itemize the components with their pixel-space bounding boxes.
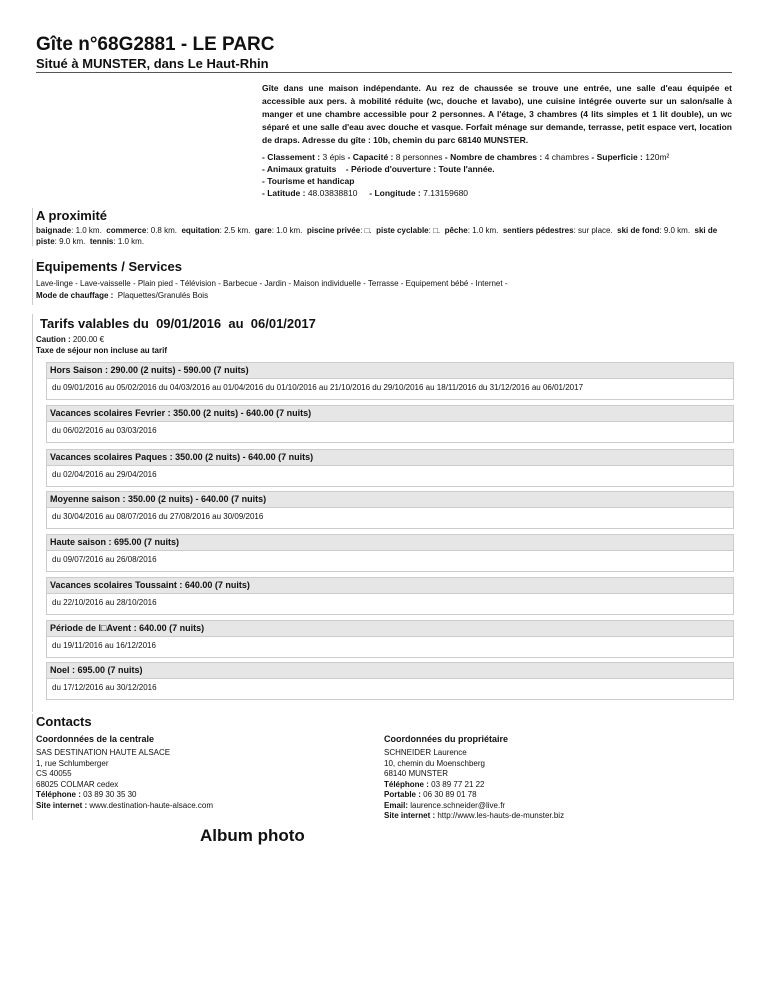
tarif-period [46, 491, 734, 529]
longitude-value: 7.13159680 [423, 188, 469, 198]
latitude-value: 48.03838810 [307, 188, 358, 198]
prox-label: piscine privée [306, 226, 361, 235]
header-divider [36, 72, 732, 73]
chauffage-value: Plaquettes/Granulés Bois [117, 291, 209, 300]
tarif-period [46, 662, 734, 700]
proprietaire-address1: 10, chemin du Moenschberg [384, 758, 485, 768]
section-rule [32, 714, 33, 820]
proprietaire-name: SCHNEIDER Laurence [384, 748, 467, 757]
page-title: Gîte n°68G2881 - LE PARC [36, 34, 275, 55]
proprietaire-email-label: Email: [384, 800, 409, 810]
tarif-period-title: Vacances scolaires Toussaint : 640.00 (7 nuits) [47, 578, 733, 594]
superficie-value: 120m² [645, 152, 670, 162]
section-rule [32, 314, 33, 712]
details-line-1 [262, 151, 732, 163]
proprietaire-portable-label: Portable : [384, 790, 421, 799]
centrale-site-link[interactable]: www.destination-haute-alsace.com [89, 800, 213, 810]
tarif-period-title: Haute saison : 695.00 (7 nuits) [47, 535, 733, 551]
prox-label: pêche [444, 226, 468, 235]
tarif-period-dates: du 22/10/2016 au 28/10/2016 [52, 598, 157, 607]
latitude-label: - Latitude : [262, 188, 306, 198]
chauffage-line [36, 291, 208, 300]
centrale-address3: 68025 COLMAR cedex [36, 779, 119, 789]
section-rule [32, 208, 33, 246]
tarif-period [46, 362, 734, 400]
capacite-label: - Capacité : [347, 152, 394, 162]
gite-description: Gîte dans une maison indépendante. Au rez de chaussée se trouve une entrée, une salle d'eau équipée et accessible aux pers. à mobilité réduite (wc, douche et lavabo), une cuisine intégrée ouverte sur un salon/salle à manger et une chambre accessible pour 2 personnes. A l'étage, 3 chambres (4 lits simples et 1 lit double), un wc séparé et une salle d'eau avec douche et vasque. Forfait ménage sur demande, terrasse, petit espace vert, location de draps. Adresse du gîte : 10b, chemin du parc 68140 MUNSTER. [262, 83, 732, 145]
prox-value: : 2.5 km. [219, 226, 251, 235]
tarif-period-dates: du 02/04/2016 au 29/04/2016 [52, 470, 157, 479]
prox-label: piste cyclable [376, 226, 429, 235]
tarif-period-title: Noel : 695.00 (7 nuits) [47, 663, 733, 679]
prox-value: : 9.0 km. [54, 237, 86, 246]
tarif-period-dates: du 06/02/2016 au 03/03/2016 [52, 426, 157, 435]
caution-label: Caution : [36, 335, 71, 344]
proprietaire-email-link[interactable]: laurence.schneider@live.fr [410, 800, 506, 810]
centrale-name: SAS DESTINATION HAUTE ALSACE [36, 748, 171, 757]
centrale-site-label: Site internet : [36, 800, 88, 810]
prox-label: sentiers pédestres [502, 226, 574, 235]
details-line-4 [262, 187, 732, 199]
tarif-period-dates: du 19/11/2016 au 16/12/2016 [52, 641, 156, 650]
centrale-contact [36, 748, 213, 811]
prox-label: gare [254, 226, 272, 235]
prox-label: commerce [106, 226, 147, 235]
tarif-period-dates: du 09/07/2016 au 26/08/2016 [52, 555, 157, 564]
proprietaire-tel-label: Téléphone : [384, 779, 429, 789]
centrale-address2: CS 40055 [36, 769, 72, 778]
tarif-period-title: Hors Saison : 290.00 (2 nuits) - 590.00 (7 nuits) [47, 363, 733, 379]
tarif-period [46, 534, 734, 572]
classement-value: 3 épis [322, 152, 346, 162]
equipements-list: Lave-linge - Lave-vaisselle - Plain pied - Télévision - Barbecue - Jardin - Maison individuelle - Terrasse - Equipement bébé - Internet - [36, 279, 508, 288]
prox-label: tennis [89, 237, 114, 246]
tarif-period-dates: du 30/04/2016 au 08/07/2016 du 27/08/2016 au 30/09/2016 [52, 512, 264, 521]
caution-value: 200.00 € [72, 335, 105, 344]
tarif-period [46, 405, 734, 443]
proprietaire-site-label: Site internet : [384, 811, 436, 820]
prox-label: baignade [36, 226, 72, 235]
prox-label: equitation [181, 226, 220, 235]
tarif-period-dates: du 09/01/2016 au 05/02/2016 du 04/03/2016 au 01/04/2016 du 01/10/2016 au 21/10/2016 du 29/10/2016 au 18/11/2016 du 31/12/2016 au 06/01/2017 [52, 383, 584, 392]
album-heading: Album photo [200, 826, 305, 845]
caution-block [36, 334, 167, 356]
prox-label: ski de piste [36, 226, 718, 246]
equipements-heading: Equipements / Services [36, 259, 182, 274]
prox-value: : 0.8 km. [146, 226, 177, 235]
centrale-title: Coordonnées de la centrale [36, 734, 155, 744]
gite-details [262, 151, 732, 199]
tarif-period-title: Vacances scolaires Fevrier : 350.00 (2 nuits) - 640.00 (7 nuits) [47, 406, 733, 422]
tarif-period [46, 577, 734, 615]
tarif-period-title: Période de l□Avent : 640.00 (7 nuits) [47, 621, 733, 637]
longitude-label: - Longitude : [369, 188, 421, 198]
chambres-label: - Nombre de chambres : [444, 152, 543, 162]
proprietaire-title: Coordonnées du propriétaire [384, 734, 509, 744]
centrale-address1: 1, rue Schlumberger [36, 758, 109, 768]
prox-value: : □. [428, 226, 441, 235]
prox-value: : 1.0 km. [113, 237, 145, 246]
taxe-text: Taxe de séjour non incluse au tarif [36, 346, 167, 355]
details-line-2 [262, 163, 732, 175]
chauffage-label: Mode de chauffage : [36, 291, 114, 300]
tarif-period [46, 449, 734, 487]
proximite-heading: A proximité [36, 208, 108, 223]
tarif-period-dates: du 17/12/2016 au 30/12/2016 [52, 683, 157, 692]
tarif-period-title: Vacances scolaires Paques : 350.00 (2 nuits) - 640.00 (7 nuits) [47, 450, 733, 466]
proprietaire-contact [384, 748, 564, 822]
proprietaire-tel: 03 89 77 21 22 [431, 779, 485, 789]
proprietaire-site-link[interactable]: http://www.les-hauts-de-munster.biz [437, 811, 565, 820]
chambres-value: 4 chambres [544, 152, 590, 162]
prox-value: : 1.0 km. [271, 226, 303, 235]
page-subtitle: Situé à MUNSTER, dans Le Haut-Rhin [36, 56, 269, 71]
prox-value: : sur place. [573, 226, 613, 235]
prox-value: : 9.0 km. [659, 226, 691, 235]
prox-value: : 1.0 km. [71, 226, 102, 235]
contacts-heading: Contacts [36, 714, 92, 729]
prox-label: ski de fond [617, 226, 660, 235]
tarifs-heading: Tarifs valables du 09/01/2016 au 06/01/2017 [40, 316, 316, 331]
proprietaire-portable: 06 30 89 01 78 [423, 790, 477, 799]
section-rule [32, 259, 33, 305]
centrale-tel-label: Téléphone : [36, 790, 81, 799]
capacite-value: 8 personnes [395, 152, 443, 162]
proprietaire-address2: 68140 MUNSTER [384, 769, 449, 778]
ouverture-text: - Période d'ouverture : Toute l'année. [345, 164, 495, 174]
animaux-text: - Animaux gratuits [262, 164, 337, 174]
proximite-list [36, 225, 732, 247]
tourisme-text: - Tourisme et handicap [262, 176, 355, 186]
tarif-period [46, 620, 734, 658]
centrale-tel: 03 89 30 35 30 [83, 790, 137, 799]
classement-label: - Classement : [262, 152, 321, 162]
prox-value: : 1.0 km. [467, 226, 499, 235]
prox-value: : □. [360, 226, 372, 235]
superficie-label: - Superficie : [591, 152, 643, 162]
tarif-period-title: Moyenne saison : 350.00 (2 nuits) - 640.00 (7 nuits) [47, 492, 733, 508]
